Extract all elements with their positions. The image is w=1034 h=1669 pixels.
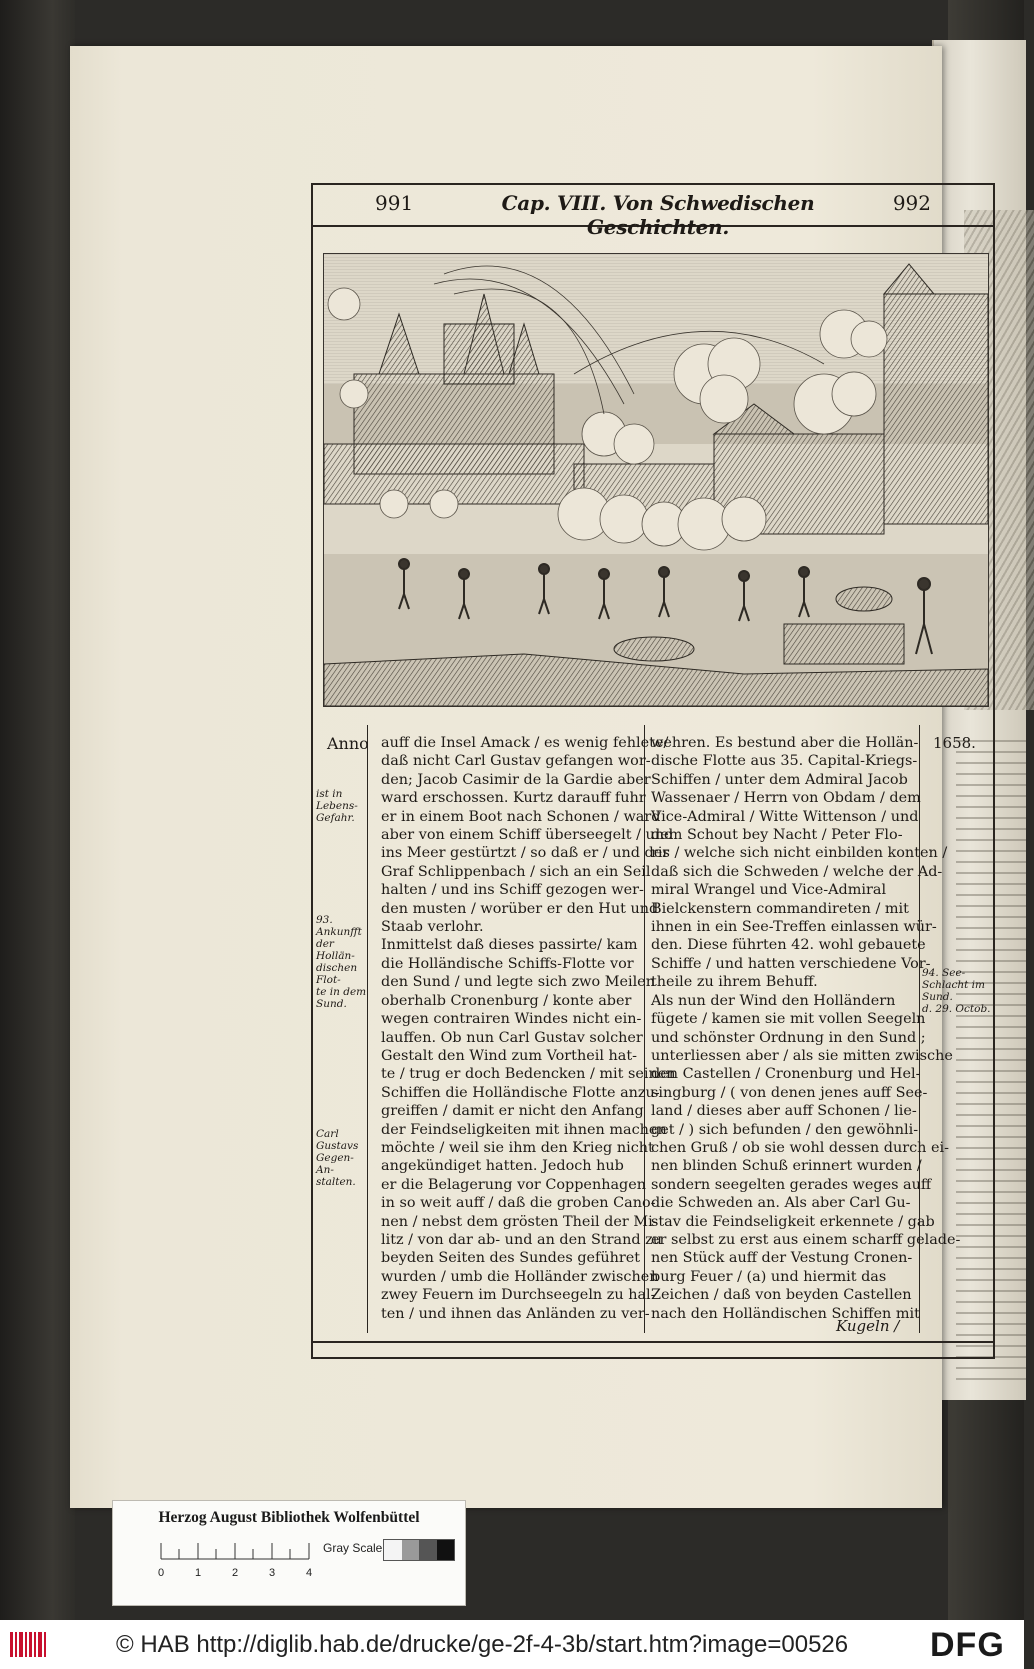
text-line: beyden Seiten des Sundes geführet: [381, 1250, 641, 1267]
text-line: Schiffe / und hatten verschiedene Vor-: [651, 955, 931, 972]
text-line: den Castellen / Cronenburg und Hel-: [651, 1066, 921, 1083]
library-name: Herzog August Bibliothek Wolfenbüttel: [158, 1509, 420, 1526]
text-line: te / trug er doch Bedencken / mit seinen: [381, 1066, 676, 1083]
text-line: daß sich die Schweden / welche der Ad-: [651, 863, 943, 880]
text-line: auff die Insel Amack / es wenig fehlete/: [381, 735, 669, 751]
viewer-footer: [0, 1620, 1024, 1669]
text-line: sondern seegelten gerades weges auff: [651, 1176, 932, 1193]
text-line: Staab verlohr.: [381, 919, 484, 936]
margin-note-lebensgefahr: ist in Lebens- Gefahr.: [316, 788, 358, 824]
text-line: ten / und ihnen das Anländen zu ver-: [381, 1305, 650, 1322]
text-line: zwey Feuern im Durchseegeln zu hal-: [381, 1287, 656, 1304]
text-line: greiffen / damit er nicht den Anfang: [381, 1103, 644, 1120]
text-line: land / dieses aber auff Schonen / lie-: [651, 1103, 917, 1120]
text-line: den. Diese führten 42. wohl gebauete: [651, 937, 926, 954]
gray-scale-label: Gray Scale: [323, 1541, 383, 1555]
text-line: unterliessen aber / als sie mitten zwische: [651, 1047, 953, 1064]
gray-patch: [384, 1540, 402, 1560]
text-line: Schiffen die Holländische Flotte anzu-: [381, 1084, 660, 1101]
text-line: lauffen. Ob nun Carl Gustav solcher: [381, 1029, 643, 1046]
text-line: in so weit auff / daß die groben Cano-: [381, 1195, 656, 1212]
text-line: ihnen in ein See-Treffen einlassen wür-: [651, 919, 937, 936]
ruler-label: 4: [306, 1567, 313, 1579]
ruler-label: 0: [158, 1567, 165, 1579]
catchword: Kugeln /: [836, 1317, 900, 1335]
text-line: die Schweden an. Als aber Carl Gu-: [651, 1195, 911, 1212]
text-line: nen blinden Schuß erinnert wurden /: [651, 1158, 922, 1175]
copperplate-engraving: [323, 253, 989, 707]
text-line: möchte / weil sie ihm den Krieg nicht: [381, 1139, 654, 1156]
cm-ruler: [158, 1539, 313, 1579]
text-line: nen Stück auff der Vestung Cronen-: [651, 1250, 913, 1267]
gray-scale-patches: [383, 1539, 455, 1561]
text-line: wegen contrairen Windes nicht ein-: [381, 1011, 642, 1028]
text-line: nach den Holländischen Schiffen mit: [651, 1305, 920, 1322]
text-line: fügete / kamen sie mit vollen Seegeln: [651, 1011, 926, 1028]
gray-patch: [402, 1540, 420, 1560]
text-line: chen Gruß / ob sie wohl dessen durch ei-: [651, 1139, 949, 1156]
background-left: [0, 0, 75, 1620]
text-line: er in einem Boot nach Schonen / ward: [381, 808, 661, 825]
margin-year-right: 1658.: [933, 734, 976, 752]
text-line: ward erschossen. Kurtz darauff fuhr: [381, 790, 646, 807]
gray-patch: [419, 1540, 437, 1560]
gray-patch: [437, 1540, 455, 1560]
text-line: den; Jacob Casimir de la Gardie aber: [381, 771, 651, 788]
ruler-label: 1: [195, 1567, 202, 1579]
text-line: Inmittelst daß dieses passirte/ kam: [381, 937, 638, 954]
running-header: [313, 185, 993, 239]
bottom-rule: [313, 1341, 993, 1343]
text-line: aber von einem Schiff überseegelt / und: [381, 827, 674, 844]
text-line: den musten / worüber er den Hut und: [381, 900, 659, 917]
text-line: den Sund / und legte sich zwo Meilen: [381, 974, 655, 991]
book-page: [70, 46, 991, 1508]
text-line: nen / nebst dem grösten Theil der Mi-: [381, 1213, 658, 1230]
dfg-logo: DFG: [930, 1626, 1005, 1664]
margin-note-seeschlacht: 94. See- Schlacht im Sund. d. 29. Octob.: [922, 967, 991, 1015]
text-line: Bielckenstern commandireten / mit: [651, 900, 909, 917]
text-line: Schiffen / unter dem Admiral Jacob: [651, 771, 908, 788]
text-line: wurden / umb die Holländer zwischen: [381, 1268, 659, 1285]
text-line: litz / von dar ab- und an den Strand zu: [381, 1231, 662, 1248]
text-line: singburg / ( von denen jenes auff See-: [651, 1084, 928, 1101]
text-line: stav die Feindseligkeit erkennete / gab: [651, 1213, 935, 1230]
text-line: burg Feuer / (a) und hiermit das: [651, 1268, 887, 1285]
text-line: angekündiget hatten. Jedoch hub: [381, 1158, 624, 1175]
printed-sheet: [311, 183, 995, 1359]
hab-logo-icon: [10, 1628, 46, 1661]
text-line: Graf Schlippenbach / sich an ein Seil: [381, 863, 651, 880]
color-target-card: [112, 1500, 466, 1606]
margin-note-ankunfft: 93. Ankunfft der Hollän- dischen Flot- te in dem Sund.: [316, 914, 367, 1010]
ruler-label: 2: [232, 1567, 239, 1579]
text-line: dische Flotte aus 35. Capital-Kriegs-: [651, 753, 918, 770]
text-line: Gestalt den Wind zum Vortheil hat-: [381, 1047, 638, 1064]
text-line: Vice-Admiral / Witte Wittenson / und: [651, 808, 919, 825]
text-line: die Holländische Schiffs-Flotte vor: [381, 955, 634, 972]
text-line: daß nicht Carl Gustav gefangen wor-: [381, 753, 651, 770]
text-line: theile zu ihrem Behuff.: [651, 974, 818, 991]
margin-note-gegenanstalten: Carl Gustavs Gegen-An- stalten.: [316, 1128, 359, 1188]
copyright-link[interactable]: © HAB http://diglib.hab.de/drucke/ge-2f-4-3b/start.htm?image=00526: [116, 1631, 849, 1658]
page-number-left: 991: [375, 191, 414, 215]
text-line: halten / und ins Schiff gezogen wer-: [381, 882, 644, 899]
text-line: dem Schout bey Nacht / Peter Flo-: [651, 827, 903, 844]
page-number-right: 992: [892, 191, 931, 215]
text-line: Wassenaer / Herrn von Obdam / dem: [651, 790, 921, 807]
text-line: der Feindseligkeiten mit ihnen machen: [381, 1121, 667, 1138]
text-line: wehren. Es bestund aber die Hollän-: [651, 735, 919, 751]
text-line: oberhalb Cronenburg / konte aber: [381, 992, 632, 1009]
text-line: get / ) sich befunden / den gewöhnli-: [651, 1121, 919, 1138]
text-line: miral Wrangel und Vice-Admiral: [651, 882, 887, 899]
text-line: ins Meer gestürtzt / so daß er / und der: [381, 845, 670, 862]
text-line: Als nun der Wind den Holländern: [651, 992, 896, 1009]
text-line: er die Belagerung vor Coppenhagen: [381, 1176, 647, 1193]
margin-year-left: Anno: [327, 734, 369, 753]
running-title: Cap. VIII. Von Schwedischen Geschichten.: [501, 191, 815, 239]
text-line: Zeichen / daß von beyden Castellen: [651, 1287, 912, 1304]
ruler-label: 3: [269, 1567, 276, 1579]
text-column-left: [381, 734, 676, 1323]
text-line: ris / welche sich nicht einbilden konten /: [651, 845, 948, 862]
text-line: und schönster Ordnung in den Sund ;: [651, 1029, 926, 1046]
text-line: er selbst zu erst aus einem scharff gelade-: [651, 1231, 961, 1248]
